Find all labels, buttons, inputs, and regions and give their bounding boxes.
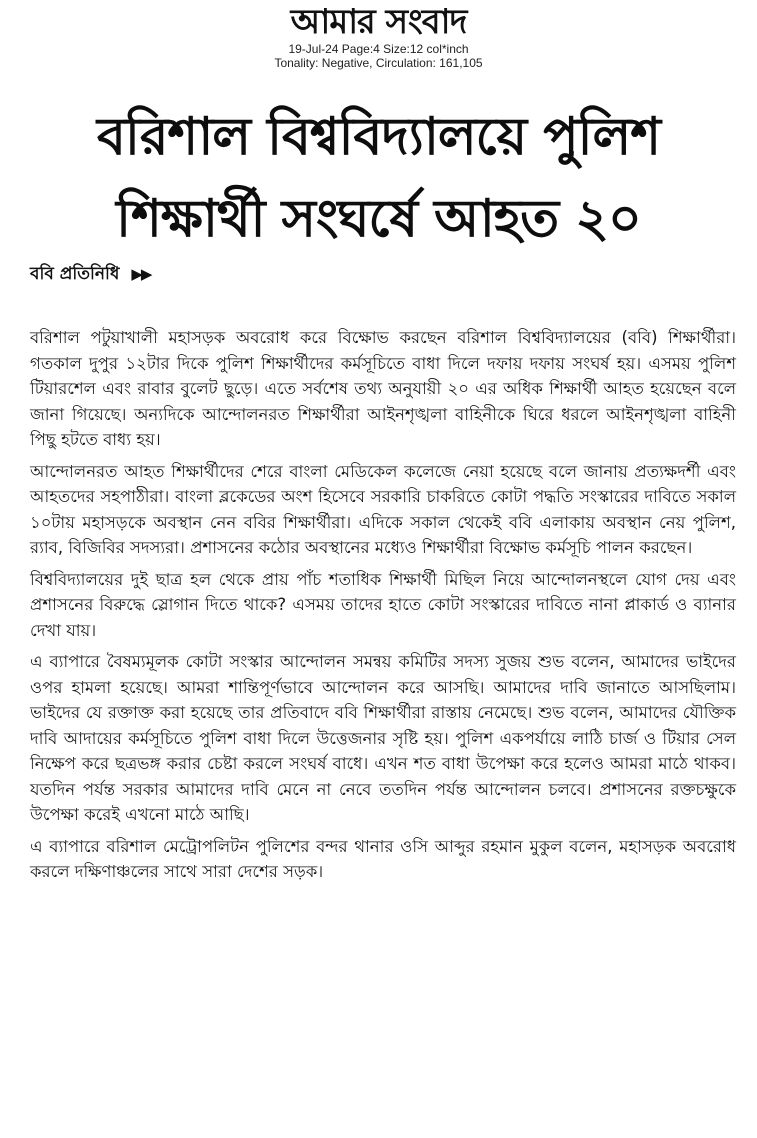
byline bbox=[30, 262, 150, 286]
masthead bbox=[0, 0, 757, 70]
article-body bbox=[30, 325, 736, 891]
article-paragraph: এ ব্যাপারে বরিশাল মেট্রোপলিটন পুলিশের বন্দর থানার ওসি আব্দুর রহমান মুকুল বলেন, মহাসড়ক অবরোধ করলে দক্ষিণাঞ্চলের সাথে সারা দেশের সড়ক। bbox=[30, 836, 736, 881]
headline-line-1: বরিশাল বিশ্ববিদ্যালয়ে পুলিশ bbox=[97, 107, 660, 167]
headline bbox=[10, 96, 747, 260]
article-paragraph: আন্দোলনরত আহত শিক্ষার্থীদের শেরে বাংলা মেডিকেল কলেজে নেয়া হয়েছে বলে জানায় প্রত্যক্ষদর্শী এবং আহতদের সহপাঠীরা। বাংলা ব্লকেডের অংশ হিসেবে সরকারি চাকরিতে কোটা পদ্ধতি সংস্কারের দাবিতে সকাল ১০টায় মহাসড়কে অবস্থান নেন ববির শিক্ষার্থীরা। এদিকে সকাল থেকেই ববি এলাকায় অবস্থান নেয় পুলিশ, র‍্যাব, বিজিবির সদস্যরা। প্রশাসনের কঠোর অবস্থানের মধ্যেও শিক্ষার্থীরা বিক্ষোভ কর্মসূচি পালন করছেন। bbox=[30, 461, 736, 557]
newspaper-logo: আমার সংবাদ bbox=[290, 2, 467, 42]
double-arrow-icon: ▶▶ bbox=[131, 265, 151, 283]
headline-line-2: শিক্ষার্থী সংঘর্ষে আহত ২০ bbox=[116, 189, 641, 249]
article-paragraph: বিশ্ববিদ্যালয়ের দুই ছাত্র হল থেকে প্রায় পাঁচ শতাধিক শিক্ষার্থী মিছিল নিয়ে আন্দোলনস্থলে যোগ দেয় এবং প্রশাসনের বিরুদ্ধে স্লোগান দিতে থাকে? এসময় তাদের হাতে কোটা সংস্কারের দাবিতে নানা প্লাকার্ড ও ব্যানার দেখা যায়। bbox=[30, 569, 736, 640]
byline-text: ববি প্রতিনিধি bbox=[30, 264, 120, 284]
clip-meta-line-1: 19-Jul-24 Page:4 Size:12 col*inch bbox=[288, 42, 469, 56]
article-paragraph: এ ব্যাপারে বৈষম্যমূলক কোটা সংস্কার আন্দোলন সমন্বয় কমিটির সদস্য সুজয় শুভ বলেন, আমাদের ভাইদের ওপর হামলা হয়েছে। আমরা শান্তিপূর্ণভাবে আন্দোলন করে আসছি। আমাদের দাবি জানাতে আসছিলাম। ভাইদের যে রক্তাক্ত করা হয়েছে তার প্রতিবাদে ববি শিক্ষার্থীরা রাস্তায় নেমেছে। শুভ বলেন, আমাদের যৌক্তিক দাবি আদায়ের কর্মসূচিতে পুলিশ বাধা দিলে উত্তেজনার সৃষ্টি হয়। পুলিশ একপর্যায়ে লাঠি চার্জ ও টিয়ার সেল নিক্ষেপ করে ছত্রভঙ্গ করার চেষ্টা করলে সংঘর্ষ বাধে। এখন শত বাধা উপেক্ষা করে হলেও আমরা মাঠে থাকব। যতদিন পর্যন্ত সরকার আমাদের দাবি মেনে না নেবে ততদিন পর্যন্ত আন্দোলন চলবে। প্রশাসনের রক্তচক্ষুকে উপেক্ষা করেই এখনো মাঠে আছি। bbox=[30, 652, 736, 824]
article-paragraph: বরিশাল পটুয়াখালী মহাসড়ক অবরোধ করে বিক্ষোভ করছেন বরিশাল বিশ্ববিদ্যালয়ের (ববি) শিক্ষার্থীরা। গতকাল দুপুর ১২টার দিকে পুলিশ শিক্ষার্থীদের কর্মসূচিতে বাধা দিলে দফায় দফায় সংঘর্ষ হয়। এসময় পুলিশ টিয়ারশেল এবং রাবার বুলেট ছুড়ে। এতে সর্বশেষ তথ্য অনুযায়ী ২০ এর অধিক শিক্ষার্থী আহত হয়েছেন বলে জানা গিয়েছে। অন্যদিকে আন্দোলনরত শিক্ষার্থীরা আইনশৃঙ্খলা বাহিনীকে ঘিরে ধরলে আইনশৃঙ্খলা বাহিনী পিছু হটতে বাধ্য হয়। bbox=[30, 328, 736, 449]
clip-meta-line-2: Tonality: Negative, Circulation: 161,105 bbox=[274, 56, 483, 70]
